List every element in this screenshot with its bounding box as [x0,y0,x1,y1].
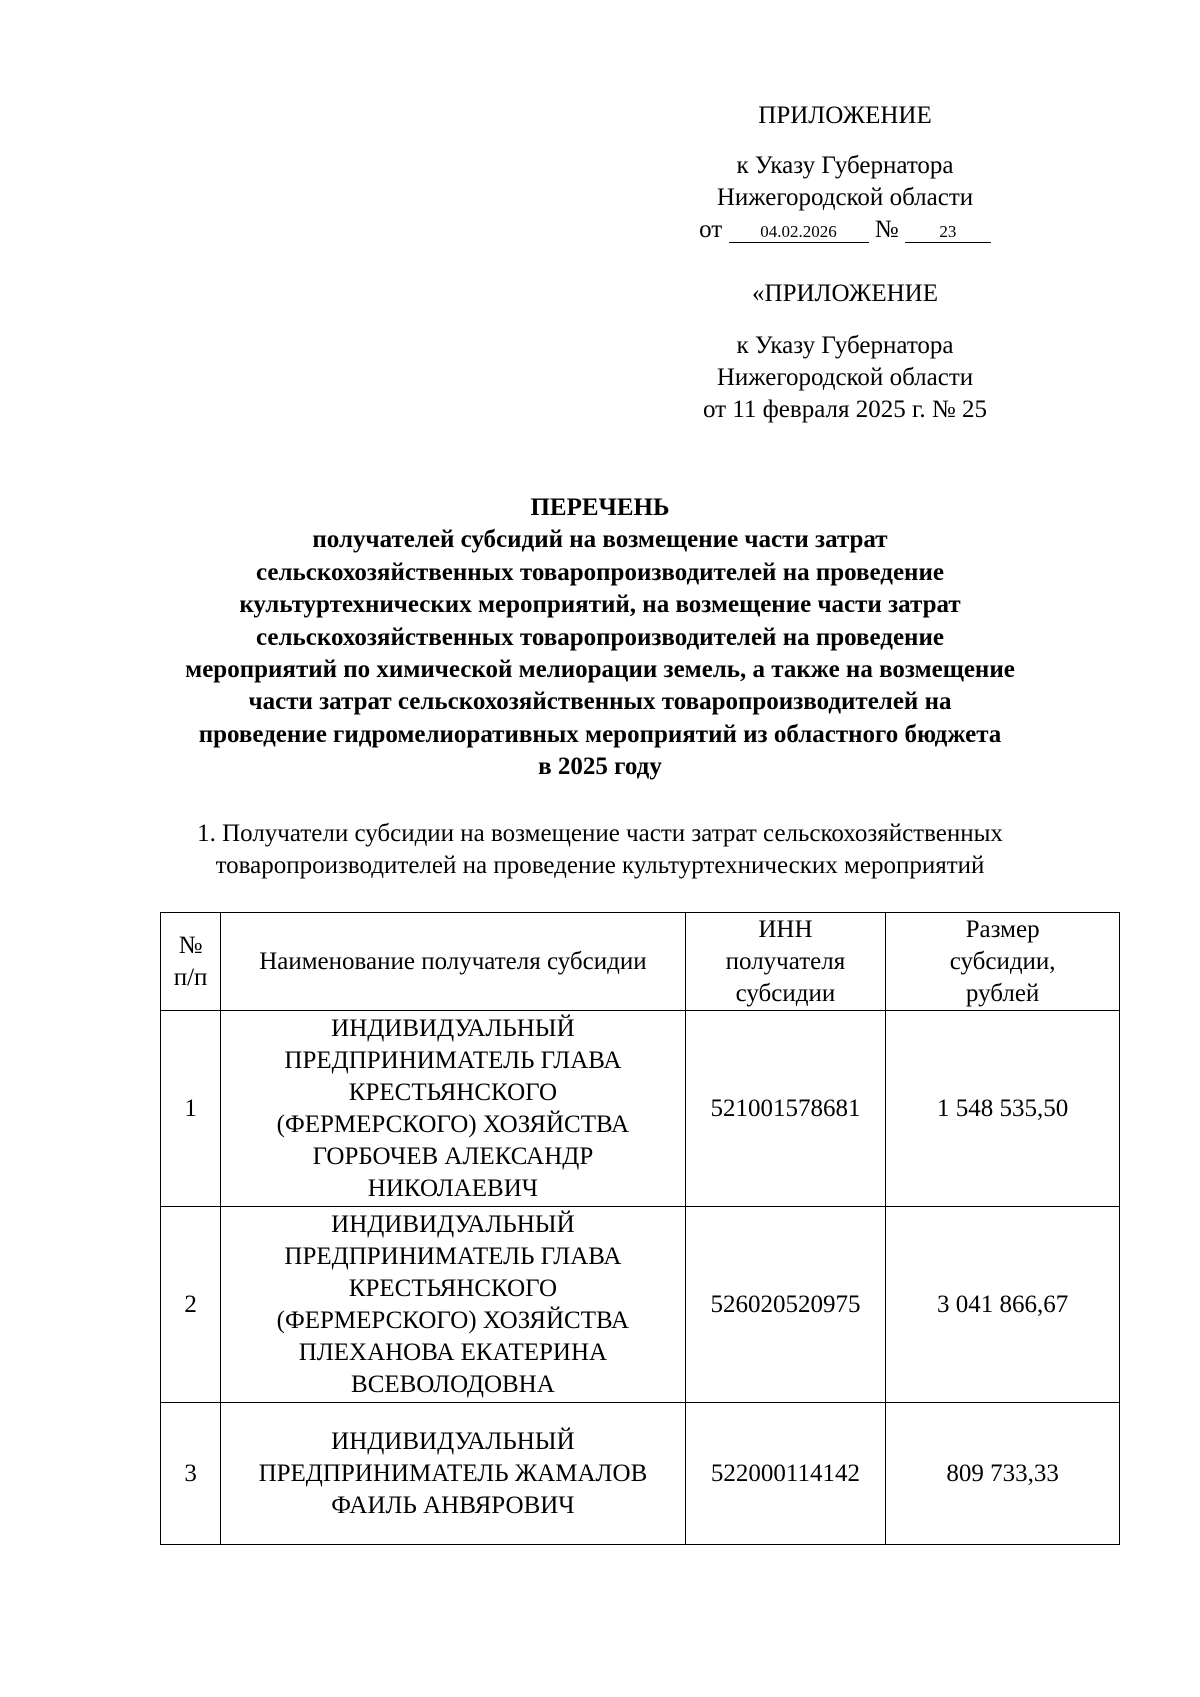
row-inn: 526020520975 [685,1207,886,1403]
row-inn: 522000114142 [685,1403,886,1545]
name-line: ИНДИВИДУАЛЬНЫЙ [331,1014,575,1042]
row-name [221,1403,685,1545]
name-line: ПЛЕХАНОВА ЕКАТЕРИНА [298,1338,608,1366]
title-line: в 2025 году [538,753,662,781]
decree-date-line [660,214,1030,248]
header-amount-line: рублей [965,979,1040,1007]
row-num: 1 [161,1011,221,1207]
section-line: товаропроизводителей на проведение культуртехнических мероприятий [215,852,985,879]
original-decree-line-1: к Указу Губернатора [736,332,954,359]
name-line: ФАИЛЬ АНВЯРОВИЧ [331,1491,575,1519]
title-line: культуртехнических мероприятий, на возмещение части затрат [239,591,961,619]
original-decree-line-3: от 11 февраля 2025 г. № 25 [702,396,988,423]
recipients-table [160,912,1120,1545]
row-amount: 1 548 535,50 [886,1011,1120,1207]
header-amount [886,913,1120,1011]
table-row [161,1403,1120,1545]
section-line: 1. Получатели субсидии на возмещение части затрат сельскохозяйственных [197,820,1003,847]
appendix-title: ПРИЛОЖЕНИЕ [758,102,932,129]
title-line: части затрат сельскохозяйственных товаропроизводителей на [248,688,952,716]
row-num: 3 [161,1403,221,1545]
document-title [140,492,1060,784]
header-inn-line: ИНН [758,915,813,943]
header-num-line: п/п [173,963,208,991]
date-prefix: от [699,216,723,243]
row-num: 2 [161,1207,221,1403]
row-name [221,1207,685,1403]
table-row [161,1207,1120,1403]
title-heading: ПЕРЕЧЕНЬ [530,494,670,521]
name-line: ПРЕДПРИНИМАТЕЛЬ ЖАМАЛОВ [258,1459,648,1487]
title-line: проведение гидромелиоративных мероприятий из областного бюджета [198,720,1002,748]
name-line: КРЕСТЬЯНСКОГО [348,1078,558,1106]
header-inn [685,913,886,1011]
original-decree-line-2: Нижегородской области [716,364,974,391]
appendix-decree-ref [660,150,1030,248]
header-num-line: № [178,931,203,959]
name-line: ПРЕДПРИНИМАТЕЛЬ ГЛАВА [284,1046,622,1074]
number-sign: № [874,216,899,243]
title-line: мероприятий по химической мелиорации земель, а также на возмещение [185,656,1015,684]
row-inn: 521001578681 [685,1011,886,1207]
decree-line-2: Нижегородской области [716,184,974,211]
decree-line-1: к Указу Губернатора [736,152,954,179]
name-line: ПРЕДПРИНИМАТЕЛЬ ГЛАВА [284,1242,622,1270]
title-line: сельскохозяйственных товаропроизводителей на проведение [256,558,944,586]
decree-date: 04.02.2026 [729,222,869,243]
name-line: НИКОЛАЕВИЧ [367,1174,539,1202]
title-line: получателей субсидий на возмещение части затрат [312,526,888,554]
row-name [221,1011,685,1207]
header-inn-line: субсидии [735,979,836,1007]
table-row [161,1011,1120,1207]
section-1-heading [140,818,1060,882]
header-name [221,913,685,1011]
original-appendix-header [660,278,1030,310]
header-inn-line: получателя [725,947,846,975]
original-decree-ref [660,330,1030,426]
name-line: (ФЕРМЕРСКОГО) ХОЗЯЙСТВА [276,1306,630,1334]
name-line: (ФЕРМЕРСКОГО) ХОЗЯЙСТВА [276,1110,630,1138]
header-amount-line: субсидии, [949,947,1056,975]
header-num [161,913,221,1011]
original-appendix-title: «ПРИЛОЖЕНИЕ [752,280,938,307]
name-line: ИНДИВИДУАЛЬНЫЙ [331,1210,575,1238]
appendix-header [660,100,1030,132]
table-header-row [161,913,1120,1011]
row-amount: 3 041 866,67 [886,1207,1120,1403]
decree-number: 23 [905,222,991,243]
header-name-line: Наименование получателя субсидии [259,947,647,975]
name-line: КРЕСТЬЯНСКОГО [348,1274,558,1302]
name-line: ВСЕВОЛОДОВНА [351,1370,555,1398]
name-line: ГОРБОЧЕВ АЛЕКСАНДР [312,1142,594,1170]
name-line: ИНДИВИДУАЛЬНЫЙ [331,1427,575,1455]
row-amount: 809 733,33 [886,1403,1120,1545]
title-line: сельскохозяйственных товаропроизводителей на проведение [256,623,944,651]
header-amount-line: Размер [965,915,1040,943]
